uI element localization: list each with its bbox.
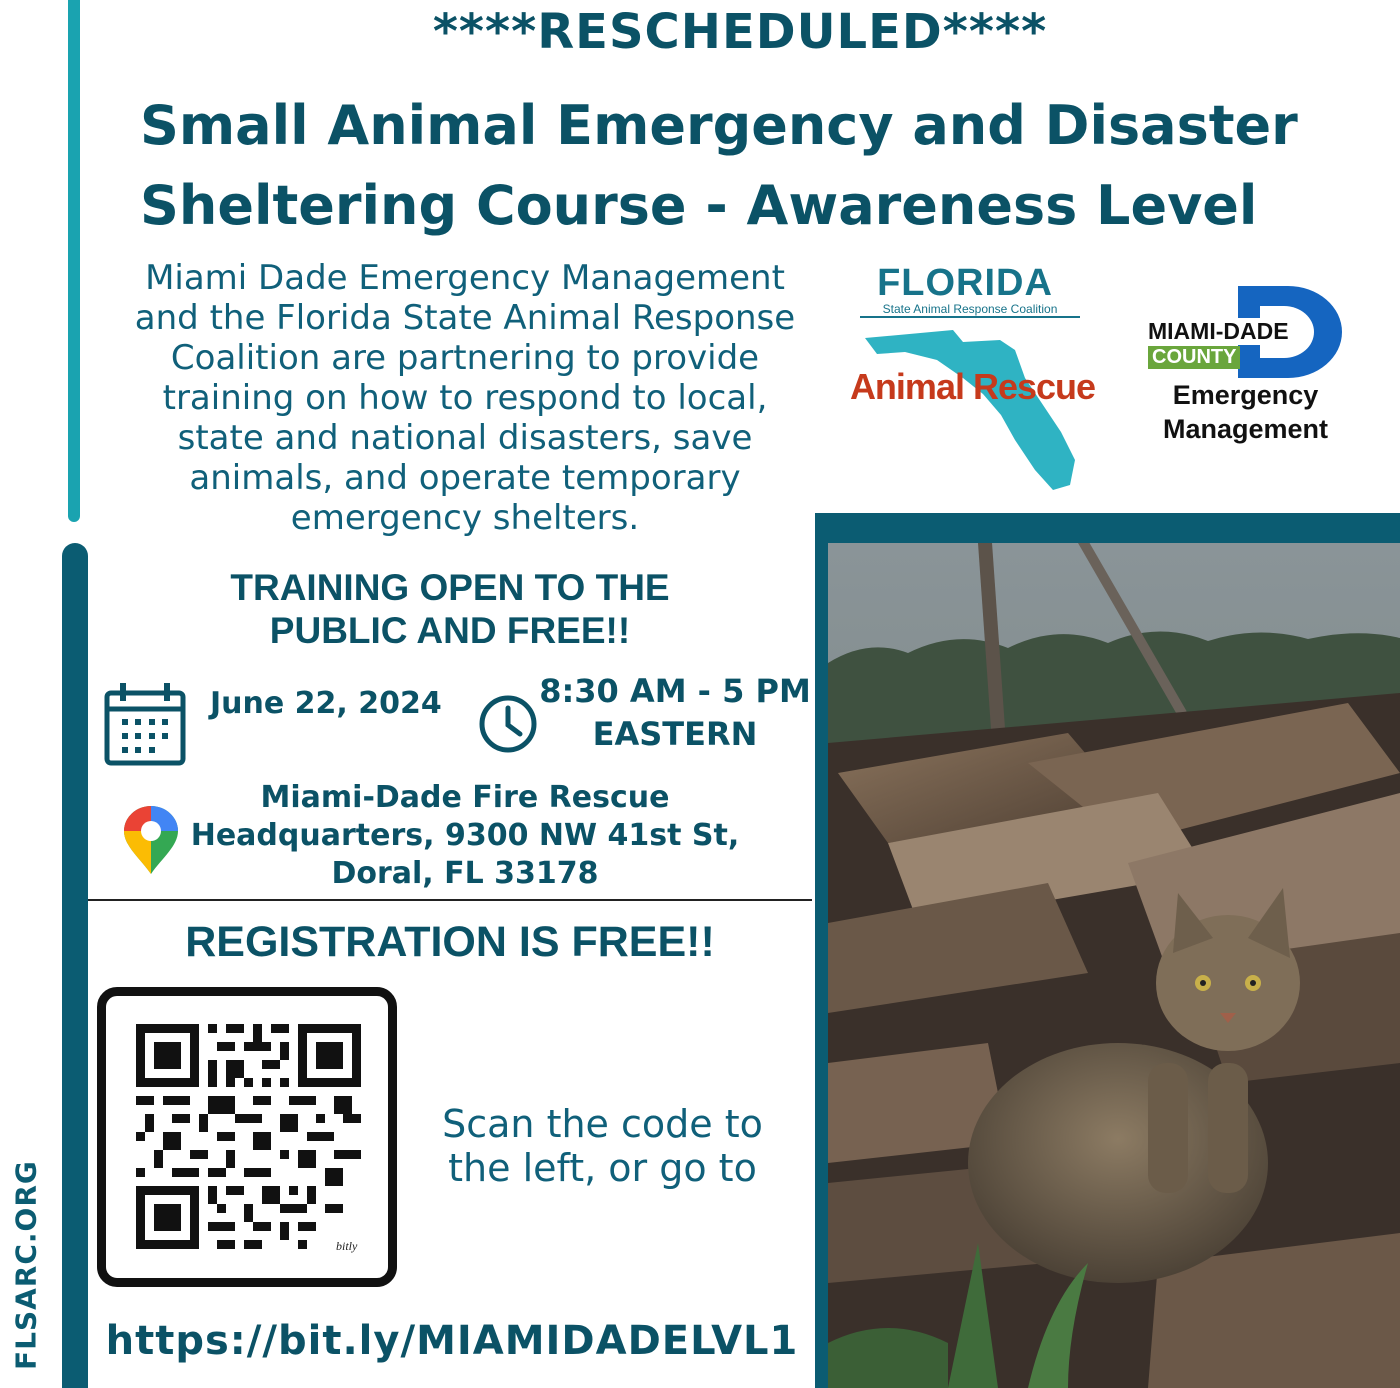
open-line-2: PUBLIC AND FREE!! xyxy=(269,610,631,651)
calendar-icon xyxy=(104,683,186,767)
title-line-1: Small Animal Emergency and Disaster xyxy=(140,94,1298,157)
rescheduled-banner: ****RESCHEDULED**** xyxy=(432,4,1048,60)
description-paragraph xyxy=(100,258,830,538)
time-zone: EASTERN xyxy=(592,715,758,753)
location-line-3: Doral, FL 33178 xyxy=(331,856,599,891)
clock-icon xyxy=(478,694,538,754)
accent-bar-top xyxy=(68,0,80,522)
time-range: 8:30 AM - 5 PM xyxy=(539,672,811,710)
cat-photo-illustration xyxy=(828,543,1400,1388)
em-line-1: Emergency xyxy=(1172,380,1319,410)
description-line: state and national disasters, save xyxy=(177,418,753,458)
title-line-2: Sheltering Course - Awareness Level xyxy=(140,174,1258,237)
map-pin-icon xyxy=(122,806,180,876)
open-to-public-heading xyxy=(150,566,750,652)
event-date: June 22, 2024 xyxy=(210,686,442,721)
miami-dade-name: MIAMI-DADE xyxy=(1148,318,1289,344)
florida-subtitle: State Animal Response Coalition xyxy=(860,302,1080,318)
registration-url-link[interactable]: https://bit.ly/MIAMIDADELVL1 xyxy=(105,1318,799,1364)
description-line: and the Florida State Animal Response xyxy=(134,298,796,338)
location-line-1: Miami-Dade Fire Rescue xyxy=(260,780,670,815)
page-title xyxy=(120,86,1360,246)
qr-code-card[interactable] xyxy=(97,987,397,1287)
scan-line-1: Scan the code to xyxy=(442,1102,763,1146)
qr-code-icon[interactable] xyxy=(136,1024,361,1249)
cat-on-debris-photo xyxy=(828,543,1400,1388)
section-divider xyxy=(88,899,812,901)
animal-rescue-tagline: Animal Rescue xyxy=(849,366,1096,407)
county-label: COUNTY xyxy=(1148,346,1240,369)
florida-sarc-logo xyxy=(845,262,1105,492)
bitly-brand: bitly xyxy=(336,1239,358,1253)
scan-line-2: the left, or go to xyxy=(448,1146,757,1190)
registration-heading: REGISTRATION IS FREE!! xyxy=(185,918,715,966)
florida-wordmark: FLORIDA xyxy=(877,262,1053,304)
description-line: animals, and operate temporary xyxy=(189,458,741,498)
vertical-website-url[interactable]: FLSARC.ORG xyxy=(9,1160,43,1370)
emergency-management-label xyxy=(1138,378,1353,446)
description-line: Coalition are partnering to provide xyxy=(170,338,760,378)
event-location xyxy=(180,779,750,893)
description-line: emergency shelters. xyxy=(290,498,640,538)
accent-bar-bottom xyxy=(62,543,88,1388)
open-line-1: TRAINING OPEN TO THE xyxy=(230,567,670,608)
description-line: training on how to respond to local, xyxy=(162,378,768,418)
scan-instructions xyxy=(410,1102,795,1190)
em-line-2: Management xyxy=(1162,414,1329,444)
description-line: Miami Dade Emergency Management xyxy=(145,258,785,298)
event-time xyxy=(535,670,815,756)
miami-dade-em-logo xyxy=(1138,286,1353,456)
location-line-2: Headquarters, 9300 NW 41st St, xyxy=(190,818,740,853)
